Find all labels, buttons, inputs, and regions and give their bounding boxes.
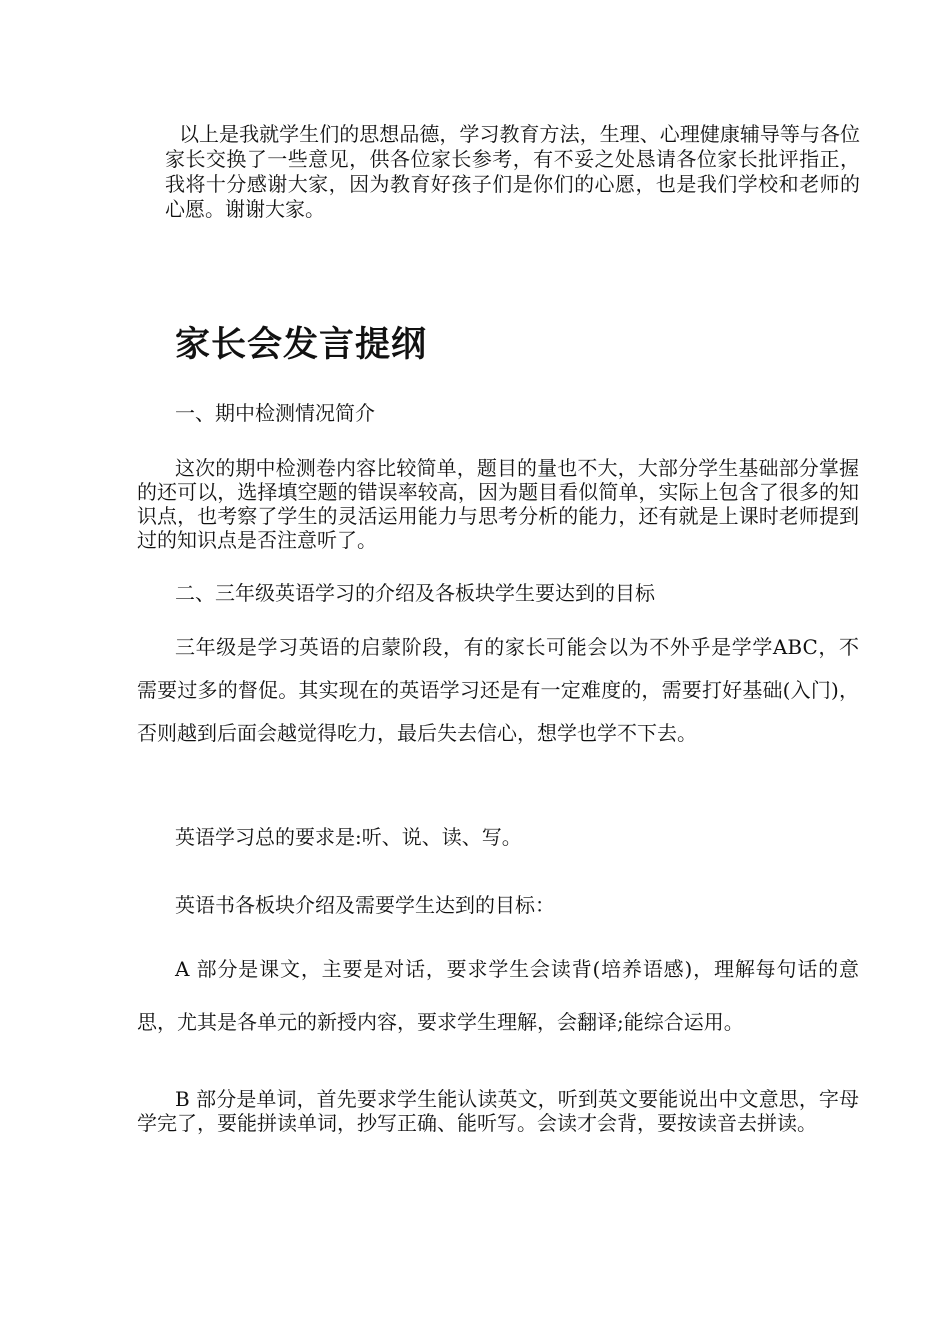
part-b-paragraph: B 部分是单词，首先要求学生能认读英文，听到英文要能说出中文意思，字母学完了，要能拼读单词，抄写正确、能听写。会读才会背，要按读音去拼读。 [137,1087,859,1135]
midterm-summary-paragraph: 这次的期中检测卷内容比较简单，题目的量也不大，大部分学生基础部分掌握的还可以，选择填空题的错误率较高，因为题目看似简单，实际上包含了很多的知识点，也考察了学生的灵活运用能力与思考分析的能力，还有就是上课时老师提到过的知识点是否注意听了。 [137,456,859,552]
textbook-overview-line: 英语书各板块介绍及需要学生达到的目标： [175,893,555,917]
section-heading-midterm: 一、期中检测情况简介 [175,401,375,425]
english-intro-paragraph: 三年级是学习英语的启蒙阶段，有的家长可能会以为不外乎是学学ABC，不需要过多的督促。其实现在的英语学习还是有一定难度的，需要打好基础(入门)，否则越到后面会越觉得吃力，最后失去信心，想学也学不下去。 [137,635,859,745]
part-a-paragraph: A 部分是课文，主要是对话，要求学生会读背(培养语感)，理解每句话的意思，尤其是各单元的新授内容，要求学生理解，会翻译;能综合运用。 [137,957,859,1034]
section-heading-english-goals: 二、三年级英语学习的介绍及各板块学生要达到的目标 [175,581,655,605]
learning-requirement-line: 英语学习总的要求是:听、说、读、写。 [175,825,522,849]
document-title: 家长会发言提纲 [175,325,428,365]
closing-paragraph: 以上是我就学生们的思想品德，学习教育方法，生理、心理健康辅导等与各位家长交换了一些意见，供各位家长参考，有不妥之处恳请各位家长批评指正，我将十分感谢大家，因为教育好孩子们是你们的心愿，也是我们学校和老师的心愿。谢谢大家。 [165,122,860,221]
